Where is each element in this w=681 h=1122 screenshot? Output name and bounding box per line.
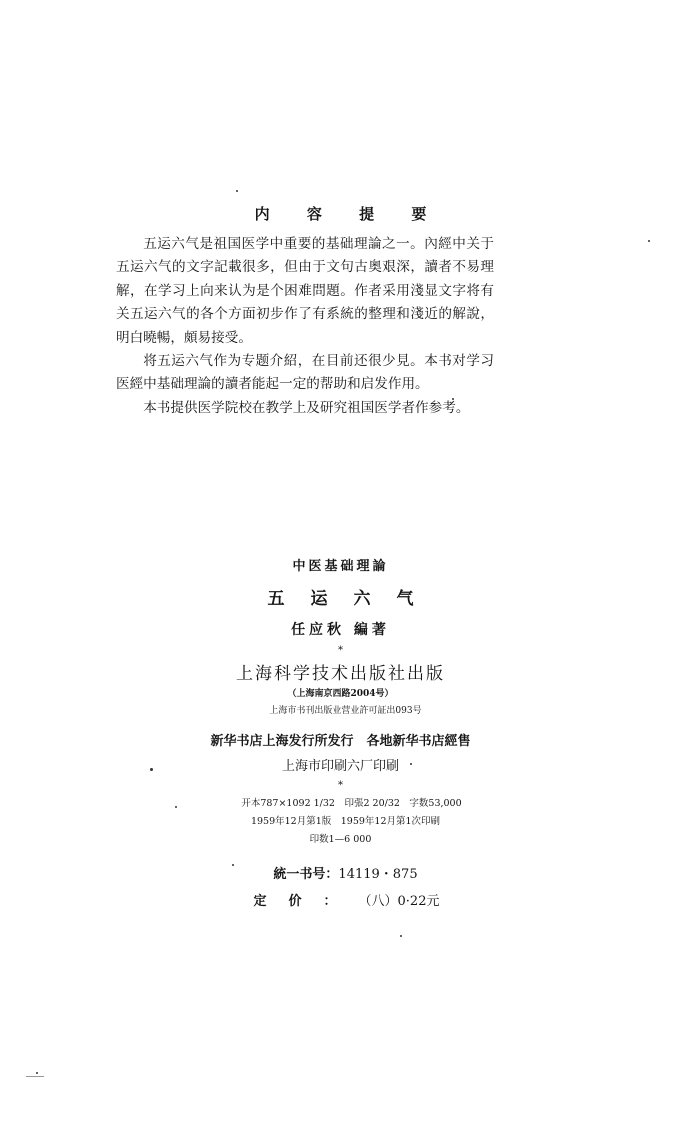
scan-speck xyxy=(36,1072,38,1074)
book-title: 五运六气 xyxy=(267,589,440,609)
scan-speck xyxy=(175,806,177,808)
series-name: 中医基础理論 xyxy=(292,559,389,574)
summary-paragraph: 将五运六气作为专题介紹，在目前还很少見。本书对学习医經中基础理論的讀者能起一定的帮助和启发作用。 xyxy=(116,353,494,393)
scan-speck xyxy=(452,398,454,400)
publisher-license: 上海市书刊出版业营业許可証出093号 xyxy=(269,706,422,716)
price-line xyxy=(0,890,681,909)
distribution-note: 新华书店上海发行所发行 各地新华书店經售 xyxy=(210,734,471,749)
publisher-name: 上海科学技术出版社出版 xyxy=(236,664,445,684)
publisher-address: （上海南京西路2004号） xyxy=(287,689,394,699)
printer-name: 上海市印刷六厂印刷 xyxy=(281,759,399,774)
summary-paragraph: 五运六气是祖国医学中重要的基础理論之一。內經中关于五运六气的文字記載很多，但由于文句古奥艰深，讀者不易理解，在学习上向来认为是个困难問題。作者采用淺显文字将有关五运六气的各个方面初步作了有系統的整理和淺近的解說，明白曉暢，頗易接受。 xyxy=(116,236,494,346)
scan-speck xyxy=(232,864,234,866)
scan-speck xyxy=(648,240,650,242)
scan-speck xyxy=(410,763,412,765)
scan-speck xyxy=(236,190,238,192)
price-label: 定价： xyxy=(253,894,359,909)
separator-star: * xyxy=(338,780,343,791)
price-value: （八）0·22元 xyxy=(358,894,440,909)
summary-paragraph: 本书提供医学院校在教学上及研究祖国医学者作参考。 xyxy=(143,399,470,416)
book-number-label: 統一书号： xyxy=(273,867,339,882)
scan-speck xyxy=(150,768,153,771)
format-specs: 开本787×1092 1/32 印張2 20/32 字数53,000 xyxy=(241,798,462,809)
author-credit: 任应秋 編著 xyxy=(291,622,390,638)
scan-speck xyxy=(26,1076,44,1077)
book-number-line xyxy=(0,863,681,882)
separator-star: * xyxy=(338,645,343,656)
summary-body xyxy=(116,233,494,420)
summary-heading: 内 容 提 要 xyxy=(254,205,443,223)
edition-info: 1959年12月第1版 1959年12月第1次印刷 xyxy=(250,816,441,827)
print-run: 印数1—6 000 xyxy=(309,834,372,845)
colophon xyxy=(0,555,681,909)
scan-speck xyxy=(400,935,402,937)
book-number: 14119・875 xyxy=(338,867,418,882)
